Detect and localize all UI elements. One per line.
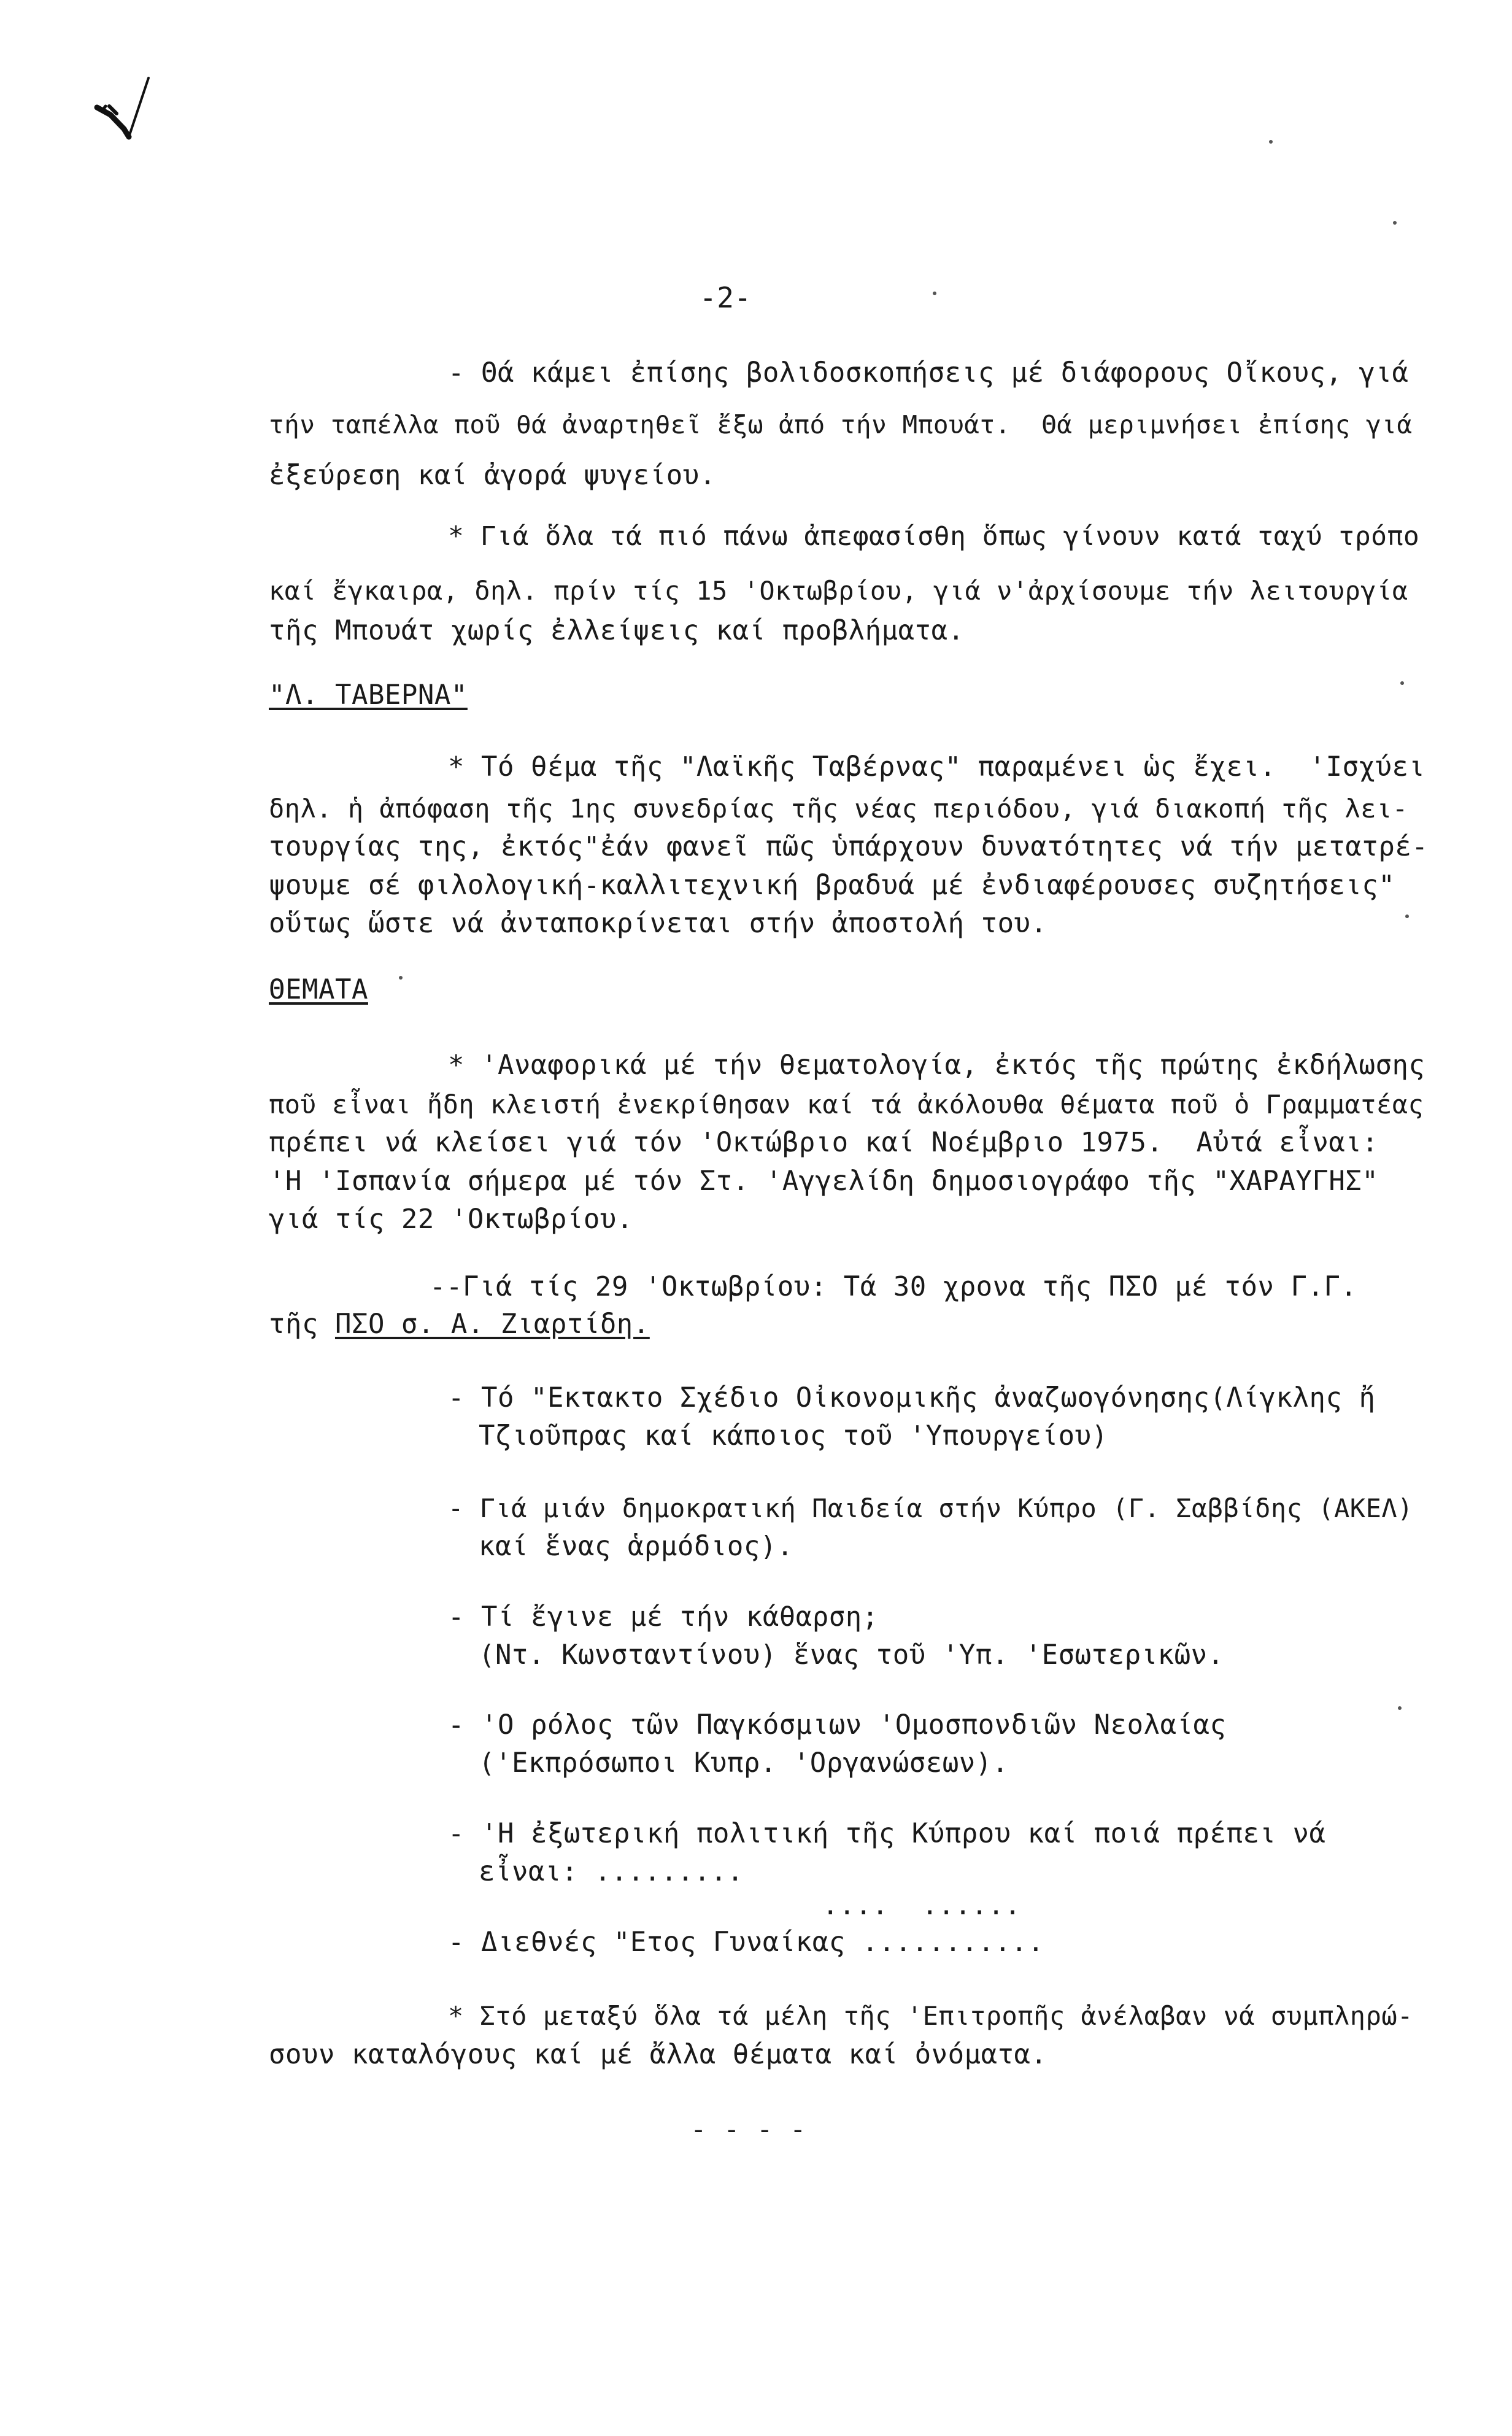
paragraph-line: 'Η 'Ισπανία σήμερα μέ τόν Στ. 'Αγγελίδη δημοσιογράφο τῆς "ΧΑΡΑΥΓΗΣ" xyxy=(269,1166,1379,1197)
paragraph-line: τουργίας της, ἐκτός"ἐάν φανεῖ πῶς ὑπάρχουν δυνατότητες νά τήν μετατρέ- xyxy=(269,831,1429,862)
paragraph-line: γιά τίς 22 'Οκτωβρίου. xyxy=(269,1204,633,1235)
scan-speck xyxy=(1393,221,1397,225)
list-item-line: καί ἕνας ἁρμόδιος). xyxy=(479,1531,793,1562)
paragraph-line: οὕτως ὥστε νά ἀνταποκρίνεται στήν ἀποστολή του. xyxy=(269,908,1047,939)
paragraph-line xyxy=(269,1306,650,1343)
scan-speck xyxy=(1405,914,1409,918)
scan-speck xyxy=(399,976,403,980)
scan-speck xyxy=(933,292,936,295)
paragraph-line: δηλ. ἡ ἀπόφαση τῆς 1ης συνεδρίας τῆς νέας περιόδου, γιά διακοπή τῆς λει- xyxy=(269,794,1408,824)
paragraph-line: πρέπει νά κλείσει γιά τόν 'Οκτώβριο καί Νοέμβριο 1975. Αὐτά εἶναι: xyxy=(269,1127,1379,1158)
paragraph-line: * Τό θέμα τῆς "Λαϊκῆς Ταβέρνας" παραμένει ὡς ἔχει. 'Ισχύει xyxy=(448,751,1425,783)
paragraph-line: ψουμε σέ φιλολογική-καλλιτεχνική βραδυά μέ ἐνδιαφέρουσες συζητήσεις" xyxy=(269,870,1395,901)
scan-speck xyxy=(1400,681,1404,685)
list-item-line: - Τί ἔγινε μέ τήν κάθαρση; xyxy=(448,1601,879,1633)
list-item-line: (Ντ. Κωνσταντίνου) ἕνας τοῦ 'Υπ. 'Εσωτερικῶν. xyxy=(479,1639,1224,1671)
list-item-line: Τζιοῦπρας καί κάποιος τοῦ 'Υπουργείου) xyxy=(479,1420,1108,1452)
scan-speck xyxy=(1269,140,1273,144)
paragraph-line: ποῦ εἶναι ἤδη κλειστή ἐνεκρίθησαν καί τά ἀκόλουθα θέματα ποῦ ὁ Γραμματέας xyxy=(269,1089,1424,1119)
list-item-line: - Τό "Εκτακτο Σχέδιο Οἰκονομικῆς ἀναζωογόνησης(Λίγκλης ἤ xyxy=(448,1382,1376,1413)
underlined-name: ΠΣΟ σ. Α. Ζιαρτίδη. xyxy=(334,1309,650,1340)
scan-speck xyxy=(1398,1706,1402,1710)
paragraph-line: --Γιά τίς 29 'Οκτωβρίου: Τά 30 χρονα τῆς ΠΣΟ μέ τόν Γ.Γ. xyxy=(430,1271,1357,1302)
list-item-line: ('Εκπρόσωποι Κυπρ. 'Οργανώσεων). xyxy=(479,1747,1009,1779)
list-item-line: - 'Ο ρόλος τῶν Παγκόσμιων 'Ομοσπονδιῶν Νεολαίας xyxy=(448,1709,1227,1741)
paragraph-line: ἐξεύρεση καί ἀγορά ψυγείου. xyxy=(269,460,716,491)
section-heading-themata: ΘΕΜΑΤΑ xyxy=(269,974,368,1005)
page-number: -2- xyxy=(700,281,752,314)
end-mark: - - - - xyxy=(690,2114,806,2145)
list-item-line: .... ...... xyxy=(822,1890,1021,1921)
section-heading-taverna: "Λ. ΤΑΒΕΡΝΑ" xyxy=(269,679,468,711)
paragraph-line: * 'Αναφορικά μέ τήν θεματολογία, ἐκτός τῆς πρώτης ἐκδήλωσης xyxy=(448,1050,1425,1081)
paragraph-line: * Στό μεταξύ ὅλα τά μέλη τῆς 'Επιτροπῆς ἀνέλαβαν νά συμπληρώ- xyxy=(448,2001,1413,2031)
text-prefix: τῆς xyxy=(269,1309,335,1340)
list-item-line: - Διεθνές "Ετος Γυναίκας ........... xyxy=(448,1927,1044,1958)
paragraph-line: τήν ταπέλλα ποῦ θά ἀναρτηθεῖ ἔξω ἀπό τήν Μπουάτ. Θά μεριμνήσει ἐπίσης γιά xyxy=(269,410,1413,439)
paragraph-line: καί ἔγκαιρα, δηλ. πρίν τίς 15 'Οκτωβρίου, γιά ν'ἀρχίσουμε τήν λειτουργία xyxy=(269,576,1408,606)
paragraph-line: σουν καταλόγους καί μέ ἄλλα θέματα καί ὀνόματα. xyxy=(269,2039,1047,2070)
paragraph-line: τῆς Μπουάτ χωρίς ἐλλείψεις καί προβλήματα. xyxy=(269,615,965,646)
list-item-line: - Γιά μιάν δημοκρατική Παιδεία στήν Κύπρο (Γ. Σαββίδης (ΑΚΕΛ) xyxy=(448,1493,1413,1523)
handwritten-check-mark-icon xyxy=(92,71,166,150)
list-item-line: - 'Η ἐξωτερική πολιτική τῆς Κύπρου καί ποιά πρέπει νά xyxy=(448,1818,1326,1849)
list-item-line: εἶναι: ......... xyxy=(479,1856,744,1887)
paragraph-line: * Γιά ὅλα τά πιό πάνω ἀπεφασίσθη ὅπως γίνουν κατά ταχύ τρόπο xyxy=(448,521,1420,552)
paragraph-line: - Θά κάμει ἐπίσης βολιδοσκοπήσεις μέ διάφορους Οἴκους, γιά xyxy=(448,357,1409,389)
